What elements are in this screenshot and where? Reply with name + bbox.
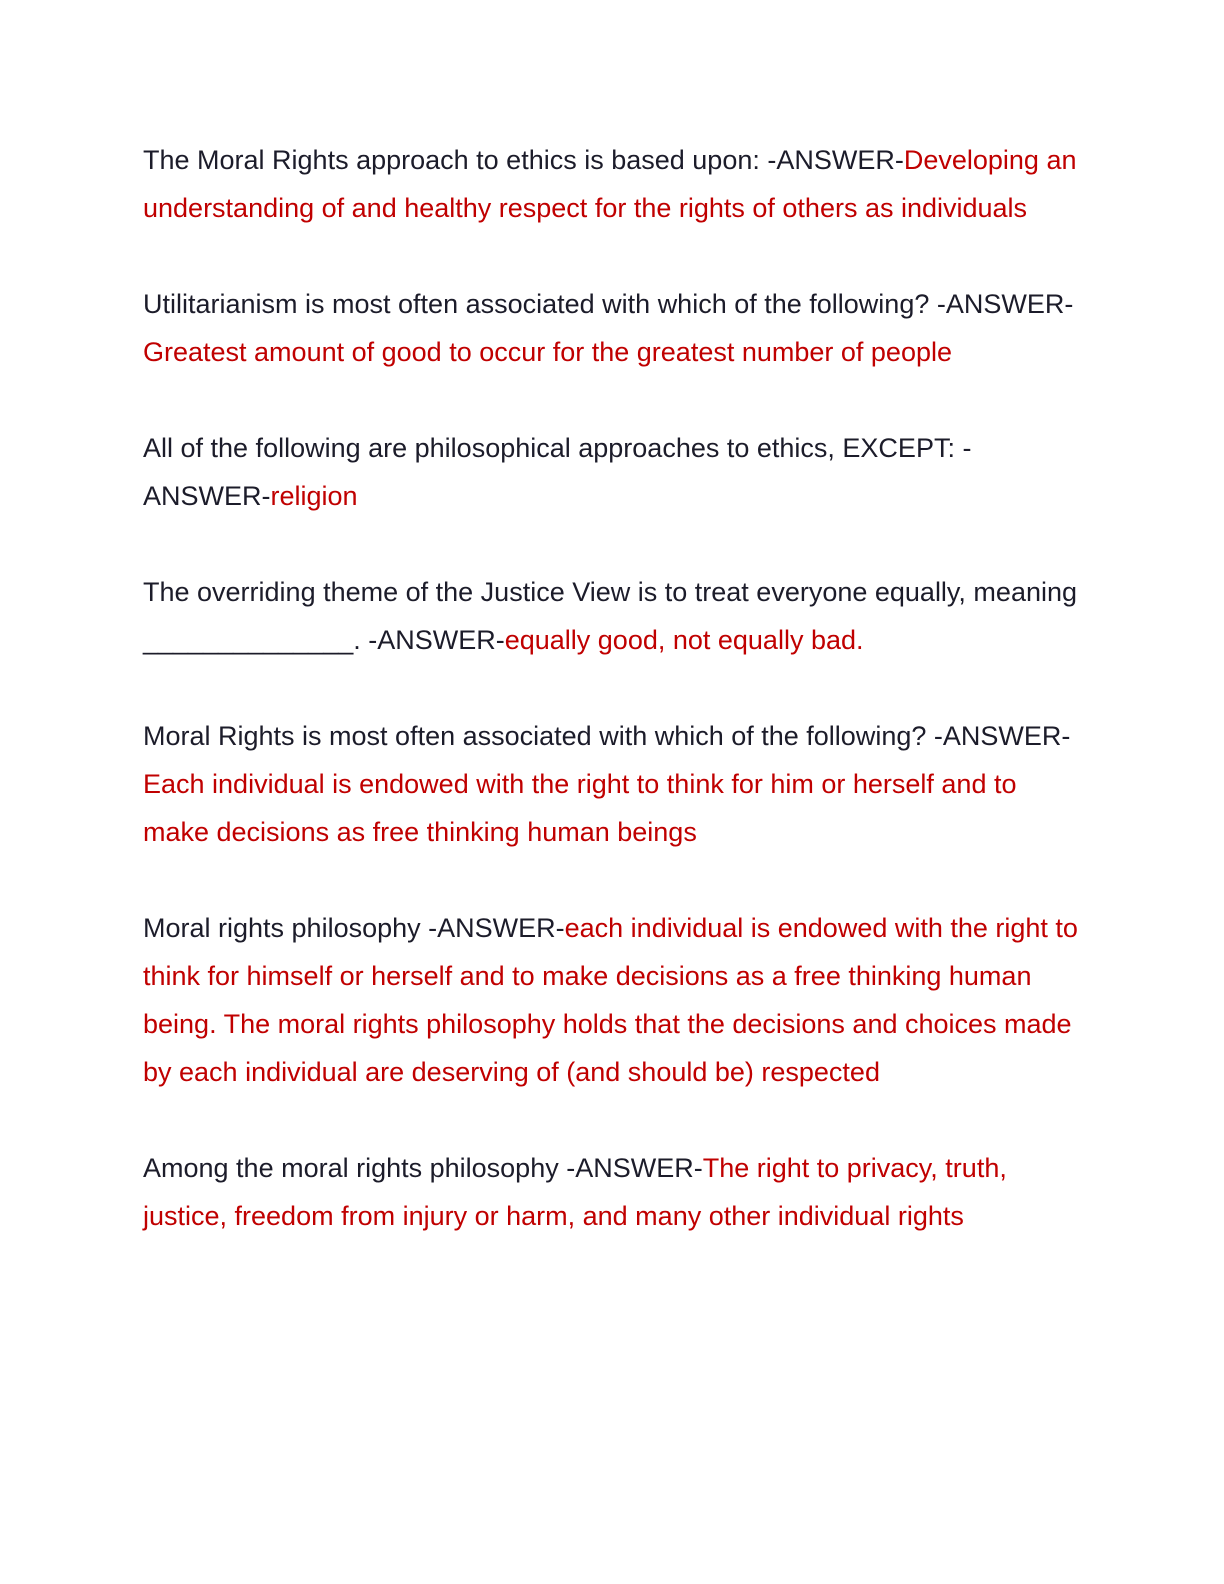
qa-item-3 xyxy=(143,424,1083,520)
answer-text: equally good, not equally bad. xyxy=(504,625,864,655)
document-page xyxy=(143,136,1083,1288)
answer-text: each individual is endowed with the right to think for himself or herself and to make decisions as a free thinking human being. The moral rights philosophy holds that the decisions and choices made by each individual are deserving of (and should be) respected xyxy=(143,913,1078,1087)
question-text: The overriding theme of the Justice View is to treat everyone equally, meaning ______________. -ANSWER- xyxy=(143,577,1078,655)
qa-item-4 xyxy=(143,568,1083,664)
answer-text: religion xyxy=(270,481,358,511)
question-text: Among the moral rights philosophy -ANSWER- xyxy=(143,1153,703,1183)
question-text: Utilitarianism is most often associated with which of the following? -ANSWER- xyxy=(143,289,1074,319)
question-text: The Moral Rights approach to ethics is based upon: -ANSWER- xyxy=(143,145,904,175)
question-text: All of the following are philosophical approaches to ethics, EXCEPT: -ANSWER- xyxy=(143,433,972,511)
qa-item-2 xyxy=(143,280,1083,376)
question-text: Moral Rights is most often associated with which of the following? -ANSWER- xyxy=(143,721,1071,751)
qa-item-6 xyxy=(143,904,1083,1096)
answer-text: Greatest amount of good to occur for the greatest number of people xyxy=(143,337,952,367)
answer-text: Developing an understanding of and healthy respect for the rights of others as individuals xyxy=(143,145,1077,223)
qa-item-7 xyxy=(143,1144,1083,1240)
question-text: Moral rights philosophy -ANSWER- xyxy=(143,913,565,943)
qa-item-5 xyxy=(143,712,1083,856)
qa-item-1 xyxy=(143,136,1083,232)
answer-text: Each individual is endowed with the right to think for him or herself and to make decisions as free thinking human beings xyxy=(143,769,1017,847)
answer-text: The right to privacy, truth, justice, freedom from injury or harm, and many other individual rights xyxy=(143,1153,1007,1231)
